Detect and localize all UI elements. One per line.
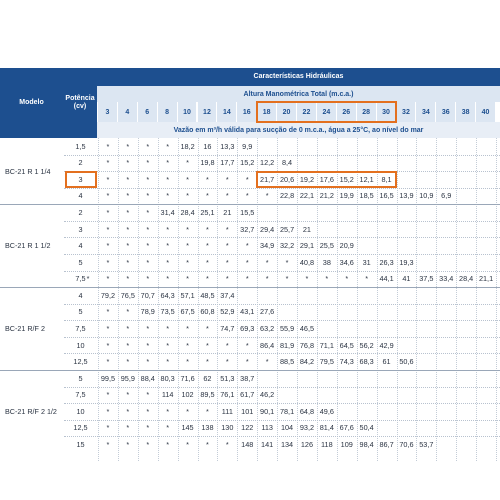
flow-value-cell: * (126, 307, 130, 317)
flow-value-cell: 84,2 (299, 357, 315, 367)
flow-value-cell: * (146, 191, 150, 201)
height-col-header: 26 (337, 102, 357, 122)
flow-value-cell: 109 (340, 440, 353, 450)
height-col-header: 6 (138, 102, 158, 122)
flow-value-cell: * (106, 440, 110, 450)
flow-value-cell: 17,7 (220, 158, 235, 168)
flow-value-cell: 15,5 (240, 208, 255, 218)
flow-value-cell: 21 (302, 224, 311, 234)
flow-value-cell: * (146, 406, 150, 416)
flow-value-cell: * (305, 274, 309, 284)
flow-value-cell: 145 (181, 423, 194, 433)
flow-value-cell: * (126, 423, 130, 433)
flow-value-cell: * (245, 340, 249, 350)
flow-value-cell: * (166, 340, 170, 350)
flow-value-cell: * (146, 158, 150, 168)
power-cell: 15 (76, 440, 85, 450)
flow-value-cell: 78,1 (279, 406, 295, 416)
flow-value-cell: * (166, 357, 170, 367)
flow-value-cell: * (106, 174, 110, 184)
flow-value-cell: 71,1 (319, 340, 334, 350)
flow-value-cell: 62 (203, 373, 212, 383)
flow-value-cell: 51,3 (220, 373, 235, 383)
flow-value-cell: * (285, 274, 289, 284)
flow-value-cell: * (166, 274, 170, 284)
power-cell: 10 (76, 340, 85, 350)
flow-value-cell: 31 (362, 257, 371, 267)
power-cell: 4 (78, 191, 83, 201)
flow-value-cell: 81,4 (319, 423, 334, 433)
flow-value-cell: 76,1 (220, 390, 235, 400)
flow-value-cell: 37,5 (419, 274, 434, 284)
flow-value-cell: 40,8 (299, 257, 315, 267)
flow-value-cell: * (146, 423, 150, 433)
flow-value-cell: 52,9 (220, 307, 235, 317)
power-cell: 4 (78, 290, 83, 300)
flow-value-cell: * (166, 406, 170, 416)
flow-value-cell: * (126, 440, 130, 450)
flow-value-cell: 69,3 (240, 324, 255, 334)
flow-value-cell: 78,9 (140, 307, 155, 317)
column-divider (496, 138, 497, 461)
flow-value-cell: * (146, 241, 150, 251)
flow-value-cell: * (126, 208, 130, 218)
flow-value-cell: 74,3 (339, 357, 354, 367)
flow-value-cell: 28,4 (459, 274, 474, 284)
flow-value-cell: 74,7 (220, 324, 235, 334)
flow-value-cell: 148 (241, 440, 254, 450)
flow-value-cell: * (106, 324, 110, 334)
flow-value-cell: 16 (203, 141, 212, 151)
flow-value-cell: 9,9 (242, 141, 253, 151)
height-col-header: 4 (118, 102, 138, 122)
flow-value-cell: * (186, 406, 189, 416)
flow-value-cell: 122 (241, 423, 254, 433)
height-col-header: 20 (277, 102, 297, 122)
flow-value-cell: 41 (402, 274, 411, 284)
flow-value-cell: * (186, 174, 189, 184)
flow-value-cell: * (245, 241, 249, 251)
flow-value-cell: 37,4 (220, 290, 235, 300)
flow-value-cell: 12,2 (260, 158, 275, 168)
power-cell: 5 (78, 373, 83, 383)
flow-value-cell: * (245, 257, 249, 267)
flow-value-cell: * (206, 440, 209, 450)
flow-value-cell: * (146, 174, 150, 184)
flow-value-cell: 80,3 (160, 373, 175, 383)
height-col-header: 22 (297, 102, 317, 122)
power-cell: 7,5 (75, 274, 86, 284)
flow-value-cell: 130 (221, 423, 234, 433)
height-col-header: 40 (476, 102, 496, 122)
flow-value-cell: * (186, 241, 189, 251)
flow-value-cell: * (265, 191, 269, 201)
model-name: BC-21 R 1 1/4 (5, 166, 51, 176)
flow-value-cell: 79,2 (100, 290, 116, 300)
flow-value-cell: * (186, 257, 189, 267)
flow-value-cell: * (106, 241, 110, 251)
flow-value-cell: 86,7 (379, 440, 394, 450)
flow-value-cell: * (265, 274, 269, 284)
flow-value-cell: * (126, 257, 130, 267)
flow-value-cell: * (166, 257, 170, 267)
flow-value-cell: * (206, 174, 209, 184)
flow-value-cell: 26,3 (379, 257, 394, 267)
flow-value-cell: * (186, 158, 189, 168)
flow-value-cell: * (345, 274, 349, 284)
flow-value-cell: 138 (201, 423, 214, 433)
flow-value-cell: * (206, 241, 209, 251)
flow-value-cell: 99,5 (100, 373, 116, 383)
flow-value-cell: 111 (221, 406, 233, 416)
flow-value-cell: 8,1 (381, 174, 392, 184)
flow-value-cell: * (225, 340, 229, 350)
flow-value-cell: * (166, 224, 170, 234)
flow-value-cell: * (206, 191, 209, 201)
flow-value-cell: * (186, 440, 189, 450)
flow-value-cell: 71,6 (180, 373, 195, 383)
height-col-header: 12 (198, 102, 218, 122)
flow-value-cell: 21,1 (478, 274, 494, 284)
flow-value-cell: 44,1 (379, 274, 394, 284)
flow-value-cell: * (106, 158, 110, 168)
flow-value-cell: * (126, 406, 130, 416)
power-cell: 5 (78, 307, 83, 317)
flow-value-cell: 16,5 (379, 191, 394, 201)
flow-value-cell: 55,9 (279, 324, 295, 334)
flow-value-cell: 50,4 (359, 423, 374, 433)
flow-value-cell: 89,5 (200, 390, 215, 400)
flow-value-cell: 6,9 (441, 191, 452, 201)
flow-value-cell: * (126, 241, 130, 251)
flow-value-cell: 70,6 (399, 440, 414, 450)
flow-value-cell: * (245, 174, 249, 184)
flow-value-cell: 64,8 (299, 406, 315, 416)
flow-value-cell: 38,7 (240, 373, 255, 383)
flow-value-cell: * (146, 390, 150, 400)
column-divider (476, 138, 477, 461)
flow-value-cell: * (126, 174, 130, 184)
power-cell: 10 (76, 406, 85, 416)
height-col-header: 14 (217, 102, 237, 122)
flow-value-cell: * (126, 274, 130, 284)
model-name: BC-21 R/F 2 (5, 324, 45, 334)
power-cell: 12,5 (73, 423, 88, 433)
flow-value-cell: 31,4 (160, 208, 175, 218)
flow-value-cell: 19,3 (399, 257, 414, 267)
flow-value-cell: * (126, 324, 130, 334)
flow-value-cell: 88,5 (279, 357, 295, 367)
flow-value-cell: 34,9 (260, 241, 275, 251)
flow-value-cell: 56,2 (359, 340, 374, 350)
flow-value-cell: * (146, 340, 150, 350)
flow-value-cell: * (126, 357, 130, 367)
flow-value-cell: 46,2 (260, 390, 275, 400)
flow-value-cell: * (206, 224, 209, 234)
height-col-header: 28 (357, 102, 377, 122)
power-cell: 2 (78, 158, 83, 168)
flow-value-cell: 21,7 (260, 174, 275, 184)
power-cell: 7,5 (75, 390, 86, 400)
flow-value-cell: 38 (322, 257, 331, 267)
flow-value-cell: 25,5 (319, 241, 334, 251)
flow-value-cell: * (106, 406, 110, 416)
flow-value-cell: 32,7 (240, 224, 255, 234)
height-col-header: 18 (257, 102, 277, 122)
flow-value-cell: * (225, 224, 229, 234)
flow-value-cell: 12,1 (359, 174, 374, 184)
flow-value-cell: * (126, 191, 130, 201)
flow-value-cell: 22,1 (299, 191, 315, 201)
height-col-header: 10 (178, 102, 198, 122)
altura-header: Altura Manométrica Total (m.c.a.) (97, 86, 500, 102)
flow-value-cell: * (146, 324, 150, 334)
flow-value-cell: * (166, 423, 170, 433)
power-cell: 4 (78, 241, 83, 251)
flow-value-cell: * (166, 174, 170, 184)
flow-value-cell: * (126, 390, 130, 400)
flow-value-cell: * (86, 274, 90, 284)
flow-value-cell: 42,9 (379, 340, 394, 350)
flow-value-cell: * (106, 423, 110, 433)
flow-value-cell: * (206, 257, 209, 267)
column-divider (397, 138, 398, 461)
flow-value-cell: 33,4 (439, 274, 454, 284)
flow-value-cell: 49,6 (319, 406, 334, 416)
flow-value-cell: * (126, 340, 130, 350)
flow-value-cell: * (106, 274, 110, 284)
flow-value-cell: * (166, 141, 170, 151)
flow-value-cell: 43,1 (240, 307, 255, 317)
flow-value-cell: * (146, 224, 150, 234)
flow-value-cell: * (106, 357, 110, 367)
flow-value-cell: * (325, 274, 329, 284)
flow-value-cell: 79,5 (319, 357, 334, 367)
flow-value-cell: * (166, 324, 170, 334)
flow-value-cell: * (206, 324, 209, 334)
height-col-header: 16 (237, 102, 257, 122)
flow-value-cell: 25,1 (200, 208, 215, 218)
height-col-header: 32 (397, 102, 417, 122)
flow-value-cell: * (166, 191, 170, 201)
flow-value-cell: 64,3 (160, 290, 175, 300)
flow-value-cell: * (186, 340, 189, 350)
flow-value-cell: 126 (300, 440, 314, 450)
flow-value-cell: 29,1 (299, 241, 315, 251)
flow-value-cell: 67,5 (180, 307, 195, 317)
flow-value-cell: * (166, 440, 170, 450)
flow-value-cell: 95,9 (120, 373, 135, 383)
vazao-header: Vazão em m³/h válida para sucção de 0 m.c.a., água a 25°C, ao nível do mar (97, 122, 500, 138)
flow-value-cell: * (225, 191, 229, 201)
flow-value-cell: 60,8 (200, 307, 215, 317)
power-cell: 2 (78, 208, 83, 218)
flow-value-cell: * (166, 158, 170, 168)
column-divider (436, 138, 437, 461)
flow-value-cell: * (146, 357, 150, 367)
flow-value-cell: * (206, 274, 209, 284)
flow-value-cell: 73,5 (160, 307, 175, 317)
flow-value-cell: * (206, 340, 209, 350)
flow-value-cell: * (225, 174, 229, 184)
flow-value-cell: 21,2 (319, 191, 334, 201)
flow-value-cell: 68,3 (359, 357, 374, 367)
flow-value-cell: 46,5 (299, 324, 315, 334)
flow-value-cell: * (225, 274, 229, 284)
flow-value-cell: * (186, 274, 189, 284)
model-name: BC-21 R/F 2 1/2 (5, 406, 57, 416)
flow-value-cell: * (106, 191, 110, 201)
flow-value-cell: 19,2 (299, 174, 315, 184)
height-col-header: 3 (98, 102, 118, 122)
flow-value-cell: * (245, 357, 249, 367)
flow-value-cell: * (146, 440, 150, 450)
flow-value-cell: 27,6 (260, 307, 275, 317)
pump-performance-table (0, 68, 500, 461)
height-col-header: 24 (317, 102, 337, 122)
flow-value-cell: * (106, 307, 110, 317)
flow-value-cell: 29,4 (260, 224, 275, 234)
modelo-header: Modelo (0, 68, 63, 138)
flow-value-cell: 113 (261, 423, 273, 433)
flow-value-cell: 76,5 (120, 290, 135, 300)
flow-value-cell: * (206, 357, 209, 367)
flow-value-cell: * (146, 141, 150, 151)
column-divider (456, 138, 457, 461)
flow-value-cell: * (365, 274, 369, 284)
flow-value-cell: * (146, 257, 150, 267)
flow-value-cell: 28,4 (180, 208, 195, 218)
flow-value-cell: * (206, 406, 209, 416)
flow-value-cell: 67,6 (339, 423, 354, 433)
flow-value-cell: 25,7 (279, 224, 295, 234)
flow-value-cell: 93,2 (299, 423, 315, 433)
flow-value-cell: 64,5 (339, 340, 354, 350)
flow-value-cell: * (225, 357, 229, 367)
flow-value-cell: 53,7 (419, 440, 434, 450)
flow-value-cell: 86,4 (260, 340, 275, 350)
flow-value-cell: * (106, 141, 110, 151)
model-name: BC-21 R 1 1/2 (5, 241, 51, 251)
power-cell: 5 (78, 257, 83, 267)
flow-value-cell: 114 (161, 390, 174, 400)
flow-value-cell: 81,9 (279, 340, 295, 350)
flow-value-cell: 21 (223, 208, 232, 218)
flow-value-cell: 20,6 (279, 174, 295, 184)
flow-value-cell: * (126, 141, 130, 151)
flow-value-cell: * (106, 340, 110, 350)
flow-value-cell: * (126, 224, 130, 234)
flow-value-cell: 15,2 (339, 174, 354, 184)
flow-value-cell: * (146, 208, 150, 218)
flow-value-cell: * (186, 191, 189, 201)
flow-value-cell: 17,6 (319, 174, 334, 184)
power-cell: 7,5 (75, 324, 86, 334)
height-col-header: 38 (456, 102, 476, 122)
flow-value-cell: 98,4 (359, 440, 374, 450)
height-col-header: 34 (416, 102, 436, 122)
flow-value-cell: * (225, 440, 229, 450)
flow-value-cell: 134 (280, 440, 294, 450)
flow-value-cell: 48,5 (200, 290, 215, 300)
height-col-header: 36 (436, 102, 456, 122)
flow-value-cell: 13,3 (220, 141, 235, 151)
flow-value-cell: 18,5 (359, 191, 374, 201)
flow-value-cell: 70,7 (140, 290, 155, 300)
flow-value-cell: * (265, 357, 269, 367)
flow-value-cell: 57,1 (180, 290, 195, 300)
flow-value-cell: 141 (261, 440, 274, 450)
flow-value-cell: 76,8 (299, 340, 315, 350)
flow-value-cell: 88,4 (140, 373, 155, 383)
flow-value-cell: 19,9 (339, 191, 354, 201)
flow-value-cell: * (245, 191, 249, 201)
flow-value-cell: 63,2 (260, 324, 275, 334)
power-cell: 3 (78, 174, 83, 184)
potencia-header: Potência (cv) (63, 68, 97, 138)
power-cell: 3 (78, 224, 83, 234)
flow-value-cell: 20,9 (339, 241, 354, 251)
flow-value-cell: * (106, 208, 110, 218)
flow-value-cell: 101 (241, 406, 254, 416)
flow-value-cell: 34,6 (339, 257, 354, 267)
flow-value-cell: 10,9 (419, 191, 434, 201)
height-col-header: 30 (377, 102, 397, 122)
flow-value-cell: 22,8 (279, 191, 295, 201)
flow-value-cell: * (106, 224, 110, 234)
flow-value-cell: 8,4 (281, 158, 293, 168)
flow-value-cell: 50,6 (399, 357, 414, 367)
power-cell: 12,5 (73, 357, 88, 367)
power-cell: 1,5 (75, 141, 86, 151)
flow-value-cell: 61,7 (240, 390, 255, 400)
flow-value-cell: * (225, 257, 229, 267)
flow-value-cell: 104 (280, 423, 294, 433)
flow-value-cell: 15,2 (240, 158, 255, 168)
flow-value-cell: 102 (181, 390, 194, 400)
flow-value-cell: * (285, 257, 289, 267)
flow-value-cell: 13,9 (399, 191, 414, 201)
caracteristicas-header: Características Hidráulicas (97, 68, 500, 86)
flow-value-cell: 90,1 (260, 406, 275, 416)
column-divider (416, 138, 417, 461)
flow-value-cell: 18,2 (180, 141, 195, 151)
flow-value-cell: * (146, 274, 150, 284)
flow-value-cell: * (126, 158, 130, 168)
flow-value-cell: * (186, 224, 189, 234)
flow-value-cell: 118 (321, 440, 333, 450)
flow-value-cell: * (106, 257, 110, 267)
flow-value-cell: * (245, 274, 249, 284)
flow-value-cell: * (186, 324, 189, 334)
flow-value-cell: * (265, 257, 269, 267)
flow-value-cell: 61 (382, 357, 391, 367)
flow-value-cell: * (166, 241, 170, 251)
flow-value-cell: * (225, 241, 229, 251)
flow-value-cell: 32,2 (279, 241, 295, 251)
flow-value-cell: 19,8 (200, 158, 215, 168)
height-col-header: 8 (158, 102, 178, 122)
flow-value-cell: * (106, 390, 110, 400)
flow-value-cell: * (186, 357, 189, 367)
